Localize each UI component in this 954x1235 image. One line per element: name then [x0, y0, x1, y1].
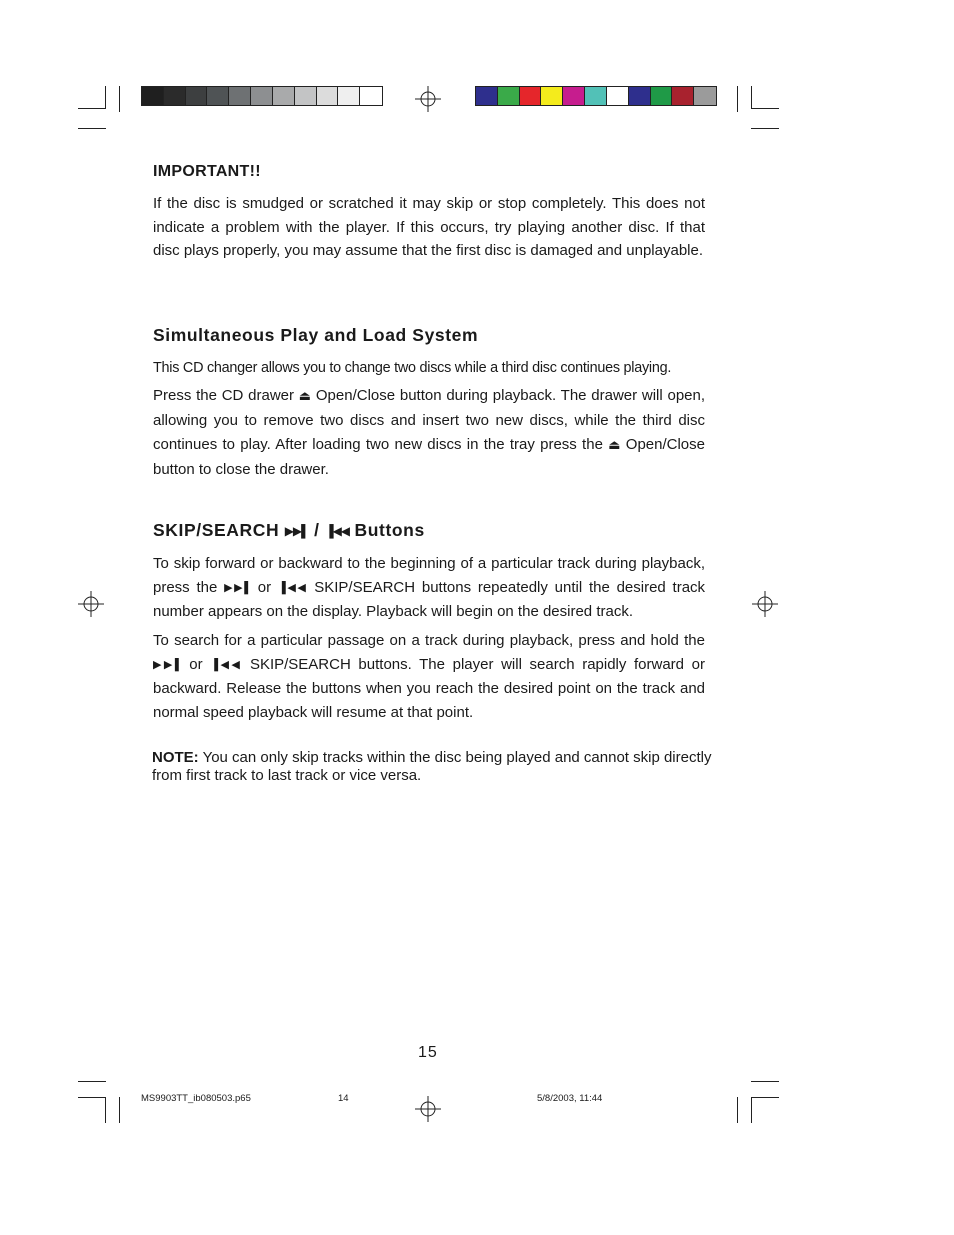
grayscale-swatch-7 [273, 87, 295, 105]
previous-track-icon: ▐◀◀ [277, 581, 308, 594]
grayscale-swatch-4 [207, 87, 229, 105]
page-number: 15 [418, 1044, 438, 1061]
previous-track-icon: ▐◀◀ [325, 524, 350, 538]
skip-paragraph-2 [153, 629, 705, 724]
process-swatch-11 [694, 87, 716, 105]
process-swatch-1 [476, 87, 498, 105]
footer-date: 5/8/2003, 11:44 [537, 1093, 603, 1104]
simultaneous-line-1: This CD changer allows you to change two discs while a third disc continues playing. [153, 360, 672, 376]
grayscale-swatch-5 [229, 87, 251, 105]
grayscale-swatch-6 [251, 87, 273, 105]
simultaneous-text-a: Press the CD drawer [153, 387, 295, 404]
skip-p1-or: or [257, 578, 272, 596]
grayscale-swatch-11 [360, 87, 382, 105]
grayscale-swatch-1 [142, 87, 164, 105]
footer-filename: MS9903TT_ib080503.p65 [141, 1093, 251, 1104]
process-swatch-4 [541, 87, 563, 105]
previous-track-icon: ▐◀◀ [210, 658, 243, 671]
grayscale-swatch-8 [295, 87, 317, 105]
note-label: NOTE: [152, 749, 199, 766]
skip-paragraph-1 [153, 552, 705, 624]
process-swatch-9 [651, 87, 673, 105]
skip-p2-text-b: SKIP/SEARCH buttons. The player will search rapidly forward or backward. Release the buttons when you reach the desired point on the track and normal speed playback will resume at that point. [153, 655, 705, 721]
next-track-icon: ▶▶▌ [284, 524, 309, 538]
process-swatch-10 [672, 87, 694, 105]
registration-mark-top [415, 86, 441, 112]
process-swatch-7 [607, 87, 629, 105]
footer-page: 14 [338, 1093, 349, 1104]
skip-p1-text-b: SKIP/SEARCH buttons repeatedly until the desired track number appears on the display. Playback will begin on the desired track. [153, 578, 706, 620]
grayscale-swatch-3 [186, 87, 208, 105]
registration-mark-bottom [415, 1096, 441, 1122]
eject-icon: ⏏ [298, 388, 312, 403]
grayscale-swatch-2 [164, 87, 186, 105]
note-paragraph [152, 749, 712, 784]
next-track-icon: ▶▶▌ [224, 581, 252, 594]
grayscale-swatch-9 [317, 87, 339, 105]
note-text: You can only skip tracks within the disc being played and cannot skip directly from first track to last track or vice versa. [152, 749, 712, 784]
simultaneous-section-title: Simultaneous Play and Load System [153, 325, 479, 345]
registration-mark-right [752, 591, 778, 617]
skip-section-title [153, 520, 425, 541]
registration-mark-left [78, 591, 104, 617]
process-swatch-6 [585, 87, 607, 105]
skip-title-buttons: Buttons [354, 520, 425, 540]
skip-p2-text-a: To search for a particular passage on a track during playback, press and hold the [153, 632, 705, 649]
skip-p1-text-a: To skip forward or backward to the beginning of a particular track during playback, press the [153, 555, 705, 596]
process-swatch-2 [498, 87, 520, 105]
grayscale-swatch-10 [338, 87, 360, 105]
skip-p2-or: or [189, 655, 203, 673]
important-paragraph: If the disc is smudged or scratched it may skip or stop completely. This does not indicate a problem with the player. If this occurs, try playing another disc. If that disc plays properly, you may assume that the first disc is damaged and unplayable. [153, 195, 705, 259]
process-swatch-8 [629, 87, 651, 105]
skip-title-text: SKIP/SEARCH [153, 520, 280, 540]
process-swatch-3 [520, 87, 542, 105]
important-heading: IMPORTANT!! [153, 163, 261, 180]
grayscale-color-bar [141, 86, 383, 106]
simultaneous-text-c: Open/Close button to close the drawer. [153, 436, 705, 478]
simultaneous-paragraph [153, 384, 705, 482]
process-swatch-5 [563, 87, 585, 105]
simultaneous-text-b: Open/Close button during playback. The drawer will open, allowing you to remove two discs and insert two new discs, while the third disc continues to play. After loading two new discs in the tray press the [153, 387, 706, 453]
process-color-bar [475, 86, 717, 106]
next-track-icon: ▶▶▌ [153, 658, 182, 671]
skip-title-separator: / [314, 520, 320, 540]
eject-icon: ⏏ [608, 437, 621, 452]
